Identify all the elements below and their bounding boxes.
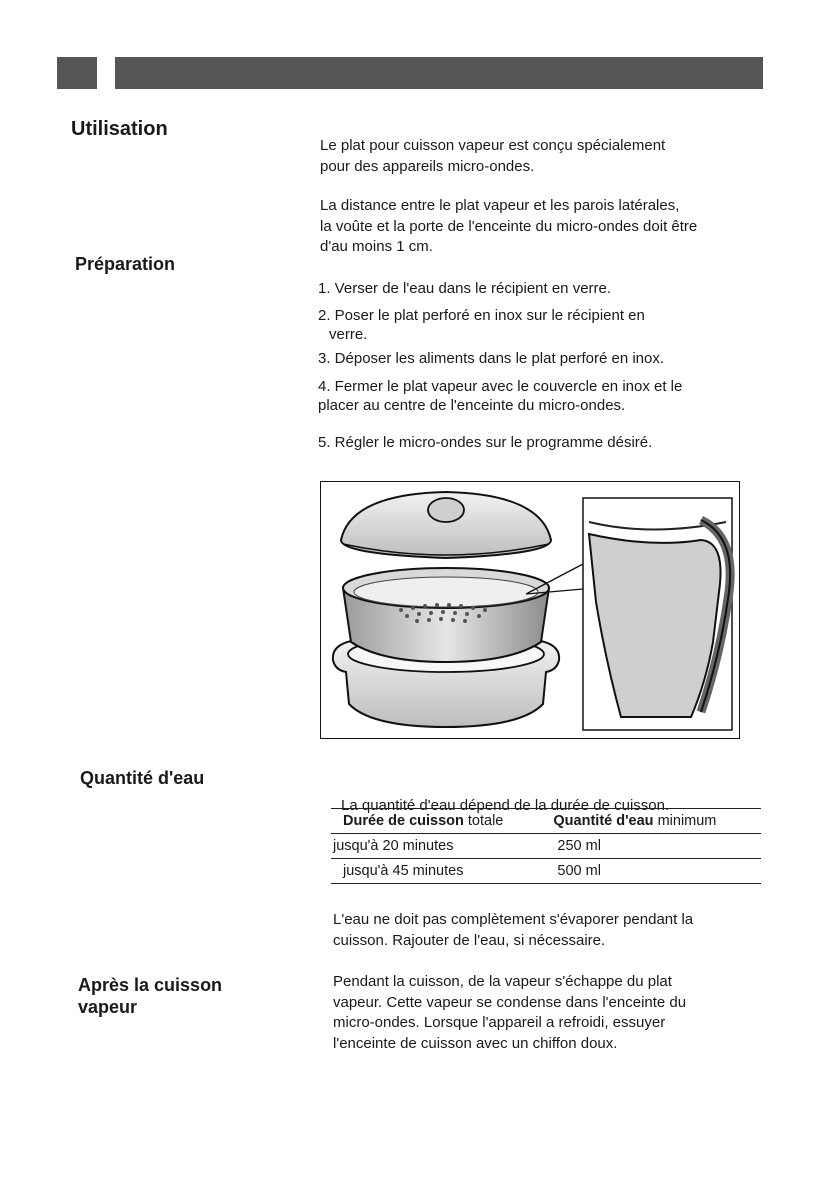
step-2 — [318, 306, 748, 344]
section-title-utilisation: Utilisation — [71, 118, 168, 140]
cell-duration: jusqu'à 20 minutes — [333, 838, 454, 854]
header-amount-rest: minimum — [653, 813, 717, 829]
step-1: 1. Verser de l'eau dans le récipient en verre. — [318, 280, 612, 297]
text-line: l'enceinte de cuisson avec un chiffon doux. — [333, 1034, 618, 1052]
section-title-quantite: Quantité d'eau — [80, 768, 205, 788]
header-page-marker — [57, 57, 97, 89]
water-quantity-table — [331, 808, 761, 884]
table-header-row — [331, 809, 761, 834]
utilisation-paragraph-1 — [320, 136, 760, 177]
text-line: cuisson. Rajouter de l'eau, si nécessaire. — [333, 931, 606, 949]
quantite-intro: La quantité d'eau dépend de la durée de cuisson. — [341, 797, 670, 814]
header-amount-bold: Quantité d'eau — [553, 813, 654, 829]
step-2-line1: 2. Poser le plat perforé en inox sur le récipient en — [318, 307, 645, 324]
header-amount — [549, 809, 761, 834]
text-line: L'eau ne doit pas complètement s'évaporer pendant la — [333, 911, 694, 928]
section-title-apres — [78, 974, 222, 1018]
step-4 — [318, 377, 748, 415]
apres-paragraph — [333, 972, 763, 1054]
text-line: Pendant la cuisson, de la vapeur s'échappe du plat — [333, 973, 672, 990]
text-line: vapeur. Cette vapeur se condense dans l'enceinte du — [333, 993, 687, 1011]
text-line: la voûte et la porte de l'enceinte du micro-ondes doit être — [320, 217, 698, 235]
section-title-preparation: Préparation — [75, 254, 176, 274]
step-4-line2: placer au centre de l'enceinte du micro-ondes. — [318, 397, 626, 414]
cell-amount: 500 ml — [557, 863, 601, 879]
table-row — [331, 834, 761, 859]
section-title-apres-line2: vapeur — [78, 997, 138, 1017]
step-5: 5. Régler le micro-ondes sur le programme désiré. — [318, 434, 653, 451]
step-2-line2: verre. — [329, 326, 368, 343]
section-title-apres-line1: Après la cuisson — [78, 975, 223, 995]
cell-amount: 250 ml — [557, 838, 601, 854]
step-3: 3. Déposer les aliments dans le plat perforé en inox. — [318, 350, 665, 367]
header-bar — [115, 57, 763, 89]
table-row — [331, 859, 761, 884]
header-duration-bold: Durée de cuisson — [343, 813, 464, 829]
water-note — [333, 910, 763, 951]
steamer-drawing — [321, 482, 738, 737]
text-line: Le plat pour cuisson vapeur est conçu spécialement — [320, 137, 666, 154]
step-4-line1: 4. Fermer le plat vapeur avec le couvercle en inox et le — [318, 378, 683, 395]
cell-duration: jusqu'à 45 minutes — [343, 863, 464, 879]
text-line: pour des appareils micro-ondes. — [320, 157, 535, 175]
text-line: La distance entre le plat vapeur et les parois latérales, — [320, 197, 680, 214]
header-duration — [331, 809, 549, 834]
utilisation-paragraph-2 — [320, 196, 760, 258]
header-duration-rest: totale — [463, 813, 504, 829]
text-line: d'au moins 1 cm. — [320, 238, 433, 255]
steamer-illustration — [320, 481, 740, 739]
text-line: micro-ondes. Lorsque l'appareil a refroidi, essuyer — [333, 1014, 666, 1031]
